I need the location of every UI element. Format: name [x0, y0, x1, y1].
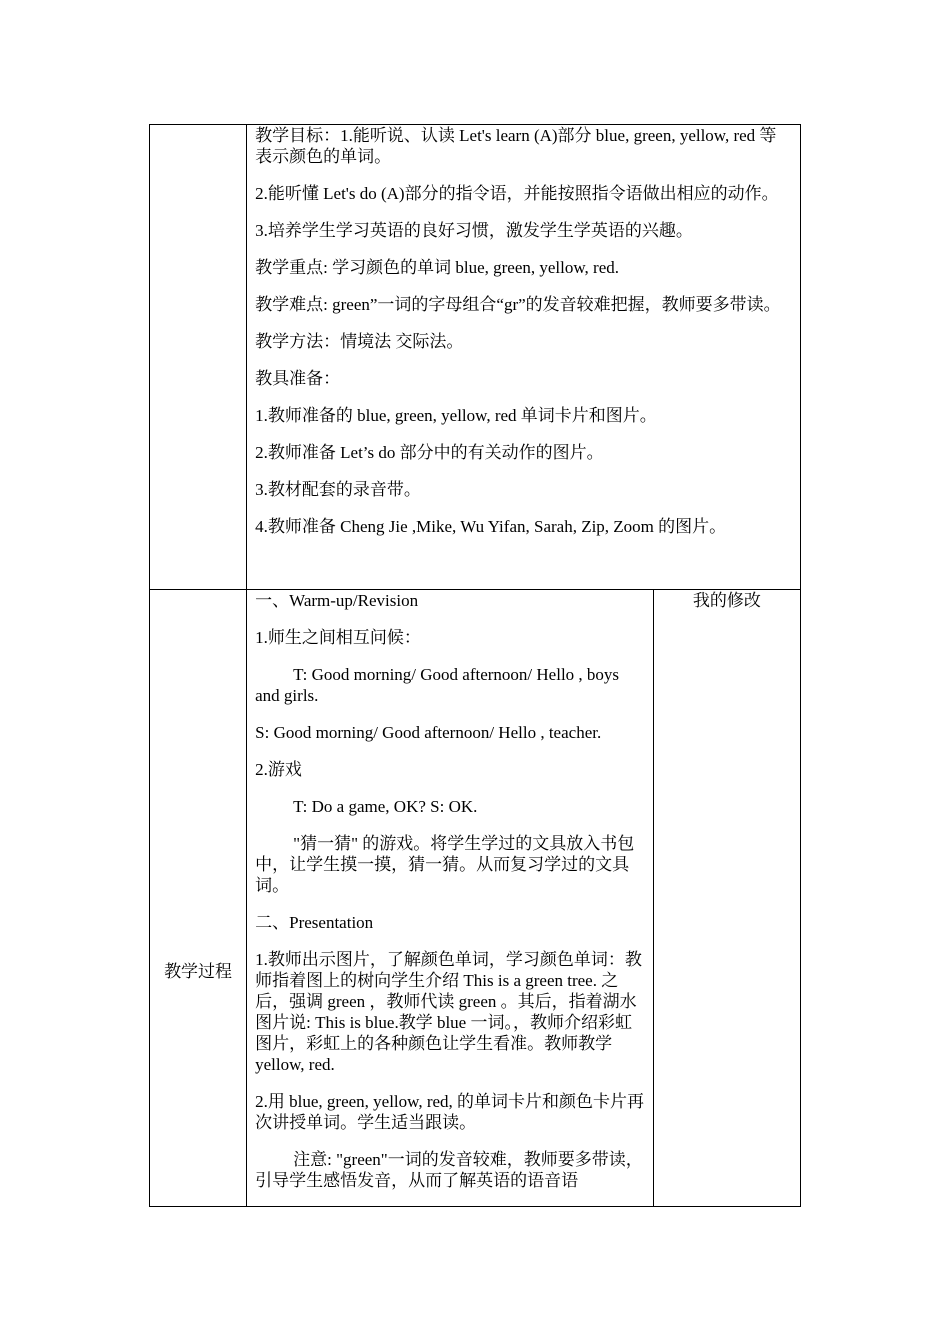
- teaching-aid-2: 2.教师准备 Let’s do 部分中的有关动作的图片。: [255, 443, 604, 462]
- presentation-step-2: 2.用 blue, green, yellow, red, 的单词卡片和颜色卡片再次讲授单词。学生适当跟读。: [255, 1092, 645, 1132]
- teaching-aid-1: 1.教师准备的 blue, green, yellow, red 单词卡片和图片。: [255, 406, 657, 425]
- pronunciation-note: 注意: "green"一词的发音较难，教师要多带读，引导学生感悟发音，从而了解英语的语音语: [255, 1150, 643, 1190]
- teaching-aids-heading: 教具准备：: [255, 369, 341, 388]
- teaching-objective-3: 3.培养学生学习英语的良好习惯，激发学生学英语的兴趣。: [255, 221, 693, 240]
- presentation-step-1: 1.教师出示图片，了解颜色单词，学习颜色单词：教师指着图上的树向学生介绍 This is a green tree. 之后，强调 green ，教师代读 green 。其后，指着湖水图片说: This is blue.教学 blue 一词。，教师介绍彩虹图片，彩虹上的各种颜色让学生看准。教师教学 yellow, red.: [255, 950, 642, 1074]
- greeting-step: 1.师生之间相互问候：: [255, 628, 421, 647]
- objectives-label-cell: [150, 125, 247, 590]
- teaching-objective-2: 2.能听懂 Let's do (A)部分的指令语，并能按照指令语做出相应的动作。: [255, 184, 779, 203]
- process-row: [150, 590, 801, 1207]
- process-content-cell: [247, 590, 654, 1207]
- student-greeting: S: Good morning/ Good afternoon/ Hello , teacher.: [255, 723, 602, 742]
- revision-note-cell: [653, 590, 800, 1207]
- teacher-greeting: T: Good morning/ Good afternoon/ Hello , boys and girls.: [255, 665, 620, 705]
- teaching-objective-1: 教学目标：1.能听说、认读 Let's learn (A)部分 blue, green, yellow, red 等表示颜色的单词。: [255, 126, 777, 166]
- teaching-method: 教学方法：情境法 交际法。: [255, 332, 464, 351]
- process-label-cell: [150, 590, 247, 1207]
- game-dialogue: T: Do a game, OK? S: OK.: [293, 797, 478, 816]
- process-label: 教学过程: [164, 962, 233, 981]
- warmup-heading: 一、Warm-up/Revision: [255, 591, 419, 610]
- lesson-plan-table: [149, 124, 801, 1207]
- teaching-aid-4: 4.教师准备 Cheng Jie ,Mike, Wu Yifan, Sarah, Zip, Zoom 的图片。: [255, 517, 727, 536]
- presentation-heading: 二、Presentation: [255, 913, 374, 932]
- my-revisions-header: 我的修改: [692, 591, 761, 610]
- objectives-content-cell: [247, 125, 801, 590]
- guess-game-description: "猜一猜" 的游戏。将学生学过的文具放入书包中，让学生摸一摸，猜一猜。从而复习学过的文具词。: [255, 834, 635, 895]
- teaching-key-point: 教学重点: 学习颜色的单词 blue, green, yellow, red.: [255, 258, 620, 277]
- teaching-aid-3: 3.教材配套的录音带。: [255, 480, 421, 499]
- objectives-row: [150, 125, 801, 590]
- game-step: 2.游戏: [255, 760, 302, 779]
- teaching-difficulty: 教学难点: green”一词的字母组合“gr”的发音较难把握，教师要多带读。: [255, 295, 781, 314]
